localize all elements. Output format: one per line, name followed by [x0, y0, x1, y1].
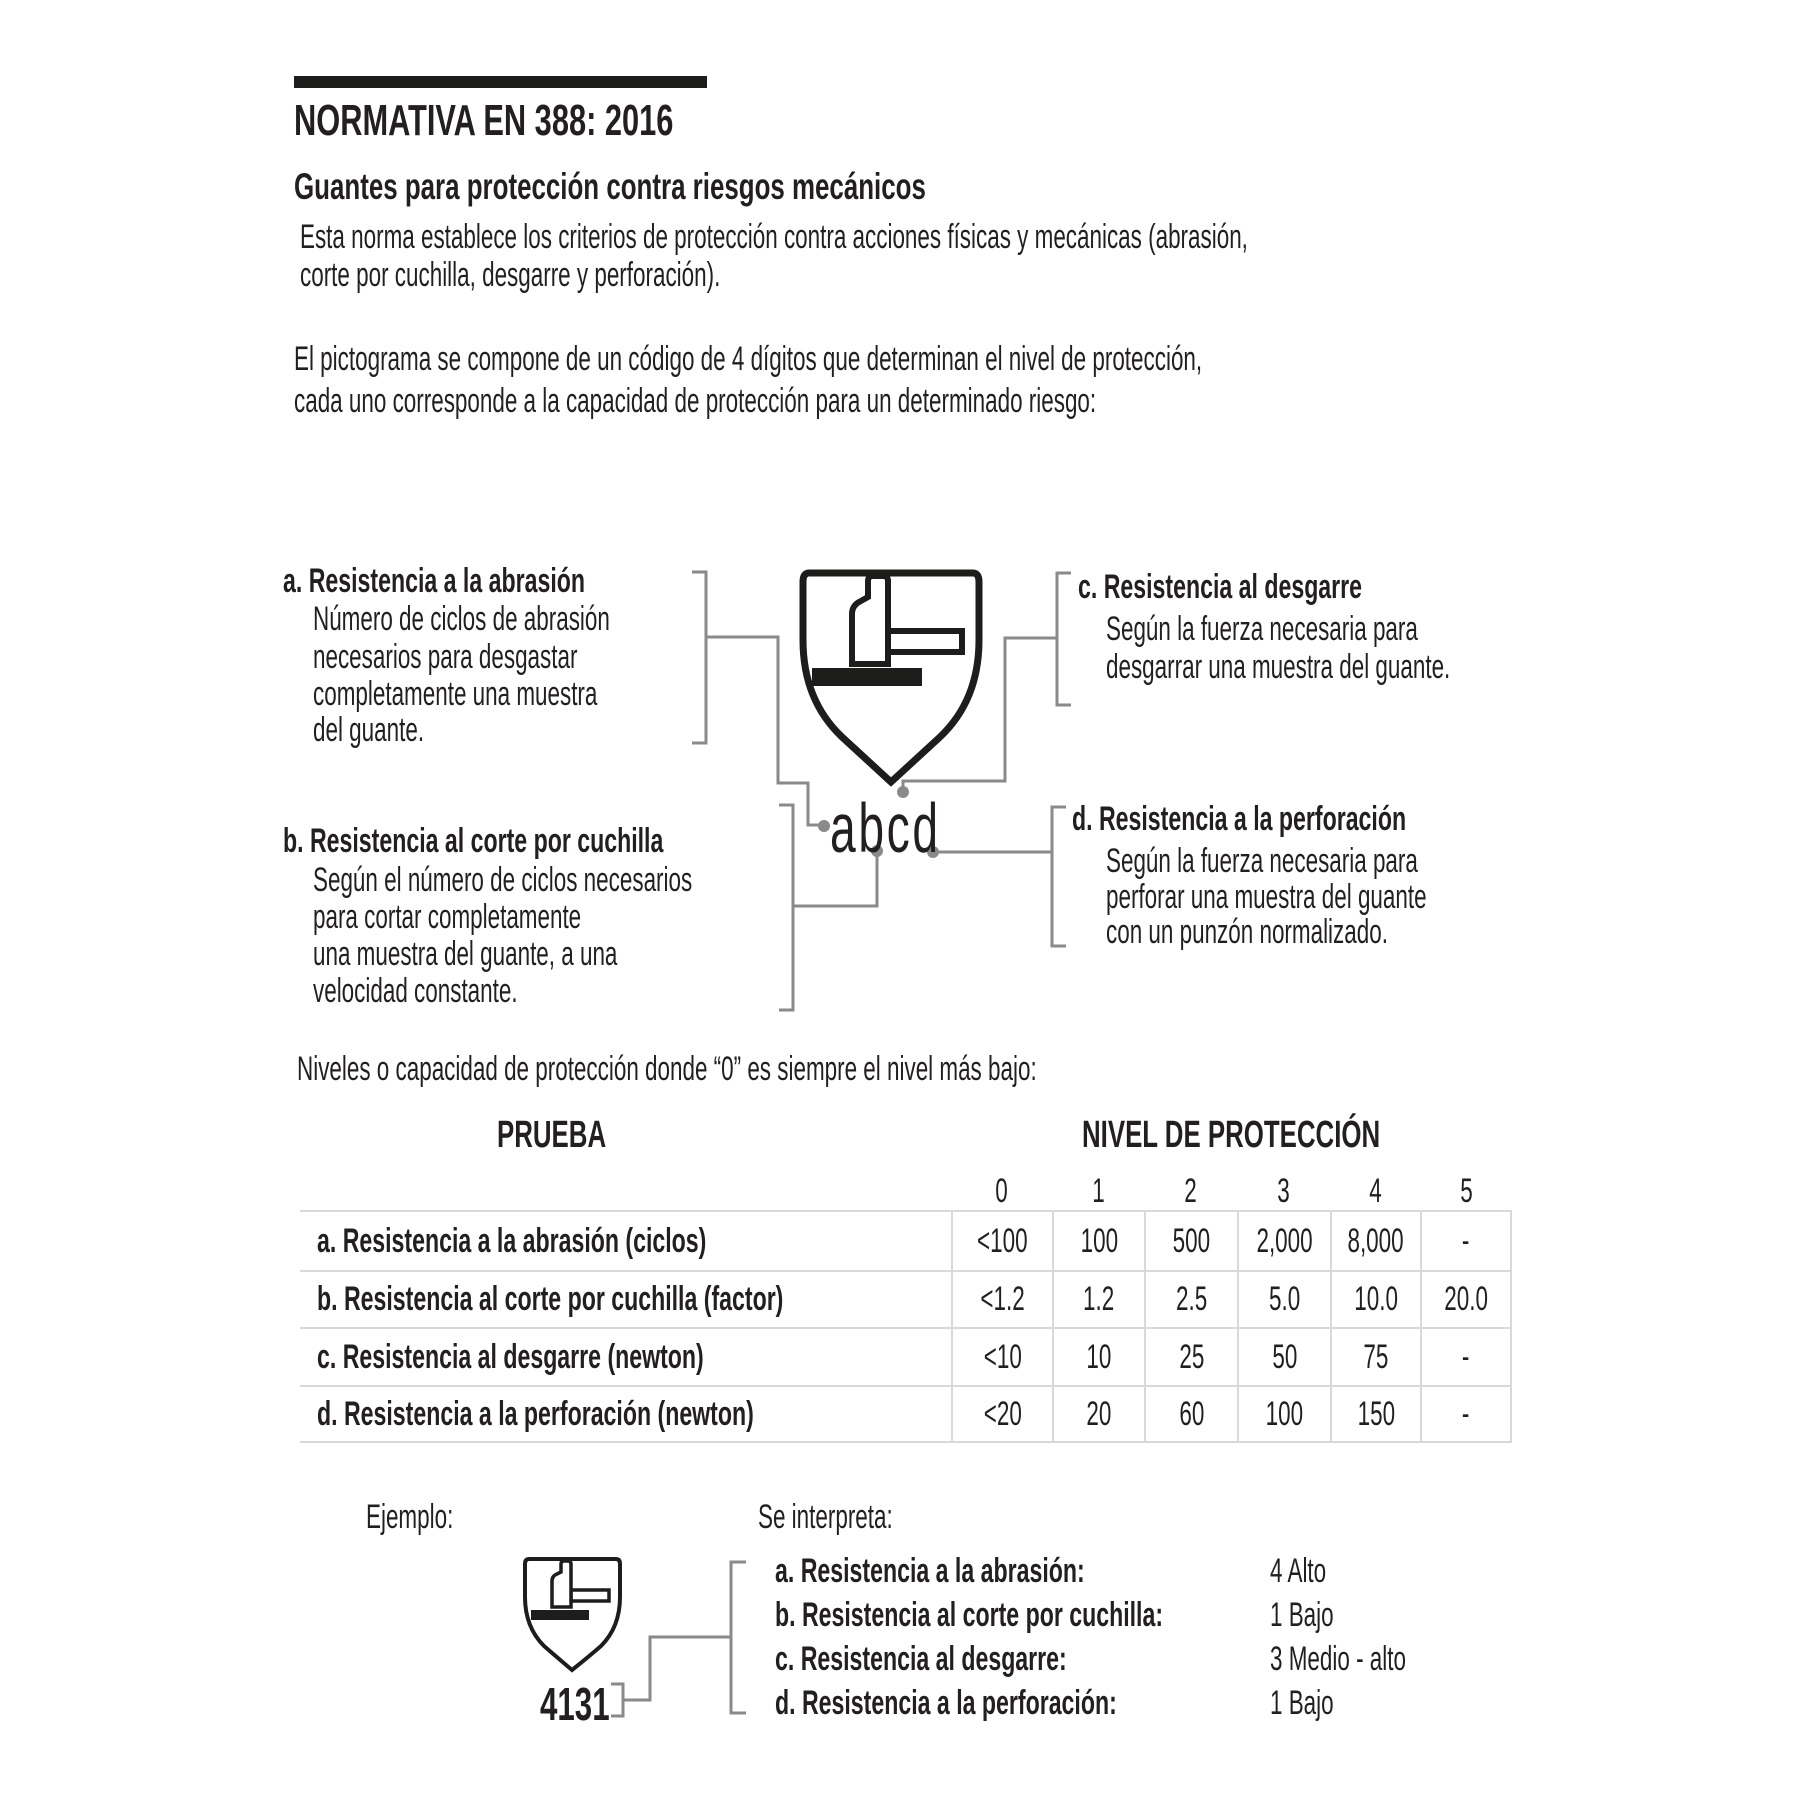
bracket-d	[1052, 807, 1066, 946]
example-code-bracket	[611, 1684, 623, 1716]
table-header-prueba: PRUEBA	[497, 1114, 607, 1156]
value-cell: -	[1420, 1385, 1512, 1443]
value-cell: -	[1420, 1210, 1512, 1270]
callout-c-line: desgarrar una muestra del guante.	[1106, 648, 1451, 686]
callout-a-line: necesarios para desgastar	[313, 638, 578, 676]
intro-line-1: Esta norma establece los criterios de protección contra acciones físicas y mecánicas (abrasión,	[300, 218, 1248, 256]
bracket-c	[1057, 573, 1071, 705]
callout-c-title: c. Resistencia al desgarre	[1078, 568, 1363, 606]
callout-d-line: perforar una muestra del guante	[1106, 878, 1427, 916]
callout-b-line: Según el número de ciclos necesarios	[313, 861, 693, 899]
row-label-cell: d. Resistencia a la perforación (newton)	[300, 1385, 951, 1443]
level-col-header: 2	[1184, 1172, 1197, 1210]
value-cell: 8,000	[1330, 1210, 1420, 1270]
callout-b-title: b. Resistencia al corte por cuchilla	[283, 822, 664, 860]
value-cell: 25	[1144, 1327, 1237, 1385]
value-cell: 2.5	[1144, 1270, 1237, 1327]
value-cell: <100	[951, 1210, 1052, 1270]
example-label: Ejemplo:	[366, 1498, 454, 1536]
pictogram-paragraph-line-2: cada uno corresponde a la capacidad de protección para un determinado riesgo:	[294, 382, 1097, 420]
callout-b-line: para cortar completamente	[313, 898, 582, 936]
level-col-header: 3	[1277, 1172, 1290, 1210]
callout-a-title: a. Resistencia a la abrasión	[283, 562, 585, 600]
example-connector-line	[623, 1637, 731, 1700]
pictogram-paragraph-line-1: El pictograma se compone de un código de 4 dígitos que determinan el nivel de protección,	[294, 340, 1203, 378]
value-cell: 5.0	[1237, 1270, 1330, 1327]
example-code: 4131	[540, 1678, 610, 1730]
example-item-label: b. Resistencia al corte por cuchilla:	[775, 1596, 1164, 1634]
example-item-label: d. Resistencia a la perforación:	[775, 1684, 1117, 1722]
value-cell: 1.2	[1052, 1270, 1144, 1327]
protection-level-table	[300, 1173, 1512, 1443]
level-col-header: 4	[1368, 1172, 1382, 1210]
abrasion-handle-icon	[888, 631, 962, 652]
value-cell: -	[1420, 1327, 1512, 1385]
row-label-cell: a. Resistencia a la abrasión (ciclos)	[300, 1210, 951, 1270]
callout-d-line: Según la fuerza necesaria para	[1106, 842, 1418, 880]
value-cell: 75	[1330, 1327, 1420, 1385]
row-label-cell: b. Resistencia al corte por cuchilla (factor)	[300, 1270, 951, 1327]
row-label-cell: c. Resistencia al desgarre (newton)	[300, 1327, 951, 1385]
callout-b-line: una muestra del guante, a una	[313, 935, 618, 973]
title-rule-bar	[294, 76, 707, 88]
value-cell: <10	[951, 1327, 1052, 1385]
levels-note: Niveles o capacidad de protección donde “0” es siempre el nivel más bajo:	[297, 1050, 1037, 1088]
value-cell: 100	[1052, 1210, 1144, 1270]
callout-b-line: velocidad constante.	[313, 972, 518, 1010]
value-cell: 20.0	[1420, 1270, 1512, 1327]
pictogram-code: abcd	[830, 789, 941, 867]
callout-a-line: del guante.	[313, 711, 425, 749]
document-subtitle: Guantes para protección contra riesgos mecánicos	[294, 166, 926, 207]
example-item-label: a. Resistencia a la abrasión:	[775, 1552, 1085, 1590]
table-corner-cell	[300, 1173, 951, 1210]
example-abrasion-handle-icon	[571, 1590, 609, 1601]
value-cell: <1.2	[951, 1270, 1052, 1327]
value-cell: 60	[1144, 1385, 1237, 1443]
table-header-nivel: NIVEL DE PROTECCIÓN	[1082, 1114, 1381, 1156]
value-cell: 100	[1237, 1385, 1330, 1443]
example-list-bracket	[731, 1562, 746, 1713]
value-cell: 500	[1144, 1210, 1237, 1270]
value-cell: 10	[1052, 1327, 1144, 1385]
callout-a-line: completamente una muestra	[313, 675, 598, 713]
bracket-a	[692, 572, 706, 743]
example-abrasion-surface-icon	[531, 1610, 589, 1620]
callout-a-line: Número de ciclos de abrasión	[313, 600, 610, 638]
callout-d-title: d. Resistencia a la perforación	[1072, 800, 1407, 838]
level-col-header: 1	[1091, 1172, 1105, 1210]
example-item-value: 1 Bajo	[1270, 1684, 1334, 1722]
abrasion-surface-icon	[812, 668, 922, 686]
example-item-label: c. Resistencia al desgarre:	[775, 1640, 1067, 1678]
value-cell: <20	[951, 1385, 1052, 1443]
intro-line-2: corte por cuchilla, desgarre y perforación).	[300, 256, 721, 294]
value-cell: 150	[1330, 1385, 1420, 1443]
example-interpret-title: Se interpreta:	[758, 1498, 893, 1536]
callout-d-line: con un punzón normalizado.	[1106, 913, 1388, 951]
page-title: NORMATIVA EN 388: 2016	[294, 96, 674, 145]
example-item-value: 3 Medio - alto	[1270, 1640, 1406, 1678]
level-col-header: 5	[1459, 1172, 1473, 1210]
example-item-value: 4 Alto	[1270, 1552, 1327, 1590]
value-cell: 10.0	[1330, 1270, 1420, 1327]
value-cell: 20	[1052, 1385, 1144, 1443]
value-cell: 50	[1237, 1327, 1330, 1385]
example-item-value: 1 Bajo	[1270, 1596, 1334, 1634]
callout-c-line: Según la fuerza necesaria para	[1106, 610, 1418, 648]
level-col-header: 0	[995, 1172, 1008, 1210]
value-cell: 2,000	[1237, 1210, 1330, 1270]
connector-a-dot	[818, 820, 830, 832]
bracket-b	[779, 805, 793, 1010]
